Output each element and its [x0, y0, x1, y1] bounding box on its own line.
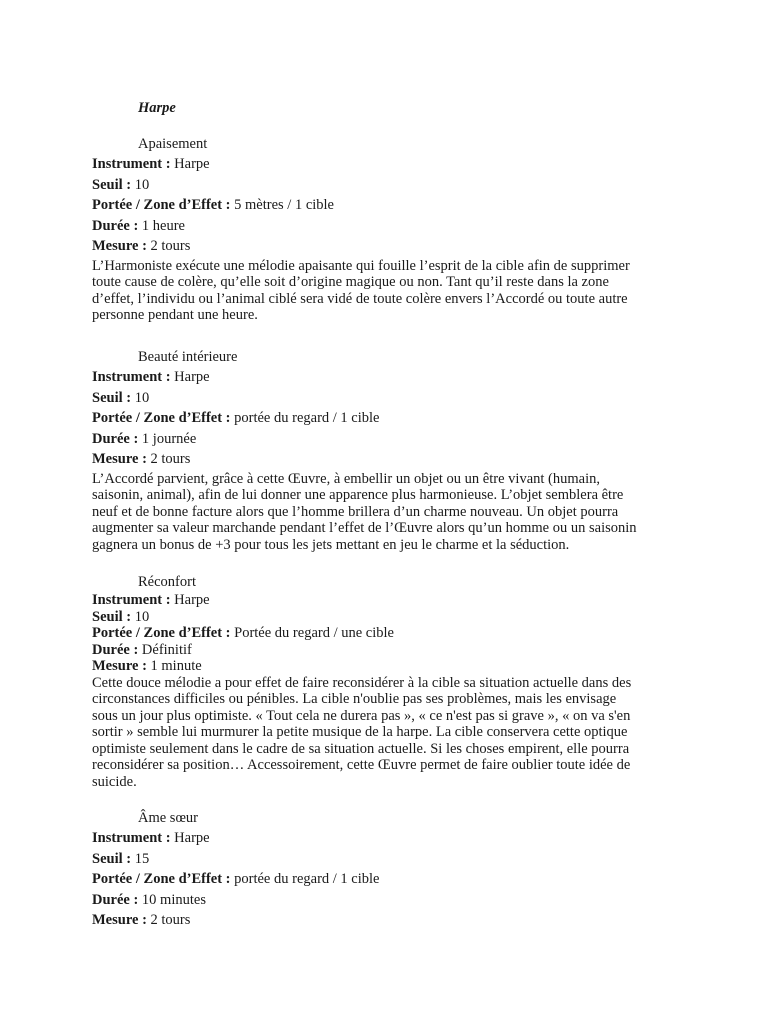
description-line: reconsidérer sa position… Accessoirement, cette Œuvre permet de faire oublier toute idée de: [92, 757, 631, 773]
portee-value: portée du regard / 1 cible: [234, 871, 380, 887]
description-line: circonstances difficiles ou pénibles. La cible n'oublie pas ses problèmes, mais les envisage: [92, 691, 617, 707]
description-line: d’effet, l’individu ou l’animal ciblé sera vidé de toute colère envers l’Accordé ou toute autre: [92, 290, 628, 307]
duree-label: Durée :: [92, 641, 139, 658]
mesure-value: 1 minute: [150, 658, 202, 674]
instrument-value: Harpe: [174, 830, 210, 846]
portee-field: [92, 408, 682, 429]
instrument-value: Harpe: [174, 592, 210, 608]
seuil-value: 10: [134, 608, 150, 625]
description-line: neuf et de bonne facture alors que l’homme brillera d’un charme nouveau. Un objet pourra: [92, 503, 619, 520]
spell-name: Réconfort: [138, 574, 196, 590]
description-line: augmenter sa valeur marchande pendant l’effet de l’Œuvre alors qu’un homme ou un saisonin: [92, 520, 637, 536]
duree-field: [92, 429, 682, 450]
description-line: sortir » semble lui murmurer la petite musique de la harpe. La cible conservera cette optique: [92, 724, 628, 740]
spell-block: [92, 572, 682, 790]
duree-value: 1 heure: [141, 217, 185, 234]
mesure-label: Mesure :: [92, 658, 147, 674]
duree-label: Durée :: [92, 430, 139, 447]
duree-field: [92, 890, 682, 911]
seuil-label: Seuil :: [92, 389, 132, 406]
portee-field: [92, 869, 682, 890]
portee-label: Portée / Zone d’Effet :: [92, 410, 231, 426]
instrument-label: Instrument :: [92, 830, 171, 846]
description-line: L’Harmoniste exécute une mélodie apaisante qui fouille l’esprit de la cible afin de supprimer: [92, 257, 630, 274]
mesure-field: [92, 449, 682, 470]
seuil-value: 15: [134, 850, 150, 867]
instrument-label: Instrument :: [92, 369, 171, 385]
description-line: suicide.: [92, 773, 137, 790]
mesure-field: [92, 910, 682, 931]
instrument-label: Instrument :: [92, 592, 171, 608]
description-line: sous un jour plus optimiste. « Tout cela ne durera pas », « ce n'est pas si grave », « on va s'en: [92, 707, 631, 724]
portee-field: [92, 625, 682, 642]
description-line: personne pendant une heure.: [92, 307, 258, 323]
duree-value: Définitif: [141, 641, 192, 658]
description-line: toute cause de colère, qu’elle soit d’origine magique ou non. Tant qu’il reste dans la zone: [92, 274, 609, 290]
portee-label: Portée / Zone d’Effet :: [92, 197, 231, 213]
duree-field: [92, 216, 682, 237]
instrument-field: [92, 154, 682, 175]
spell-description: [92, 675, 682, 791]
seuil-value: 10: [134, 389, 150, 406]
portee-value: portée du regard / 1 cible: [234, 410, 380, 426]
description-line: Cette douce mélodie a pour effet de faire reconsidérer à la cible sa situation actuelle dans des: [92, 674, 632, 691]
seuil-label: Seuil :: [92, 850, 132, 867]
mesure-value: 2 tours: [150, 451, 191, 467]
instrument-value: Harpe: [174, 369, 210, 385]
seuil-field: [92, 388, 682, 409]
portee-label: Portée / Zone d’Effet :: [92, 871, 231, 887]
portee-value: Portée du regard / une cible: [234, 625, 394, 641]
mesure-label: Mesure :: [92, 912, 147, 928]
spell-block: [92, 134, 682, 324]
description-line: L’Accordé parvient, grâce à cette Œuvre, à embellir un objet ou un être vivant (humain,: [92, 470, 600, 487]
mesure-field: [92, 236, 682, 257]
instrument-field: [92, 367, 682, 388]
description-line: gagnera un bonus de +3 pour tous les jets mettant en jeu le charme et la séduction.: [92, 536, 570, 553]
portee-value: 5 mètres / 1 cible: [234, 197, 334, 213]
seuil-label: Seuil :: [92, 608, 132, 625]
spell-name: Âme sœur: [138, 810, 199, 826]
spell-name: Apaisement: [138, 136, 208, 152]
spell-block: [92, 808, 682, 931]
mesure-value: 2 tours: [150, 238, 191, 254]
duree-field: [92, 642, 682, 659]
seuil-label: Seuil :: [92, 176, 132, 193]
portee-field: [92, 195, 682, 216]
portee-label: Portée / Zone d’Effet :: [92, 625, 231, 641]
mesure-field: [92, 658, 682, 675]
description-line: optimiste seulement dans le cadre de sa situation actuelle. Si les choses empirent, elle pourra: [92, 740, 630, 757]
instrument-value: Harpe: [174, 156, 210, 172]
duree-value: 1 journée: [141, 430, 197, 447]
mesure-value: 2 tours: [150, 912, 191, 928]
duree-label: Durée :: [92, 891, 139, 908]
spell-block: [92, 347, 682, 553]
seuil-value: 10: [134, 176, 150, 193]
instrument-field: [92, 828, 682, 849]
mesure-label: Mesure :: [92, 238, 147, 254]
description-line: saisonin, animal), afin de lui donner une apparence plus harmonieuse. L’objet semblera être: [92, 487, 624, 503]
spell-name: Beauté intérieure: [138, 349, 238, 365]
section-heading: Harpe: [138, 100, 176, 116]
seuil-field: [92, 849, 682, 870]
duree-label: Durée :: [92, 217, 139, 234]
seuil-field: [92, 609, 682, 626]
seuil-field: [92, 175, 682, 196]
instrument-field: [92, 592, 682, 609]
mesure-label: Mesure :: [92, 451, 147, 467]
spell-description: [92, 471, 682, 554]
duree-value: 10 minutes: [141, 891, 206, 908]
instrument-label: Instrument :: [92, 156, 171, 172]
spell-description: [92, 258, 682, 324]
